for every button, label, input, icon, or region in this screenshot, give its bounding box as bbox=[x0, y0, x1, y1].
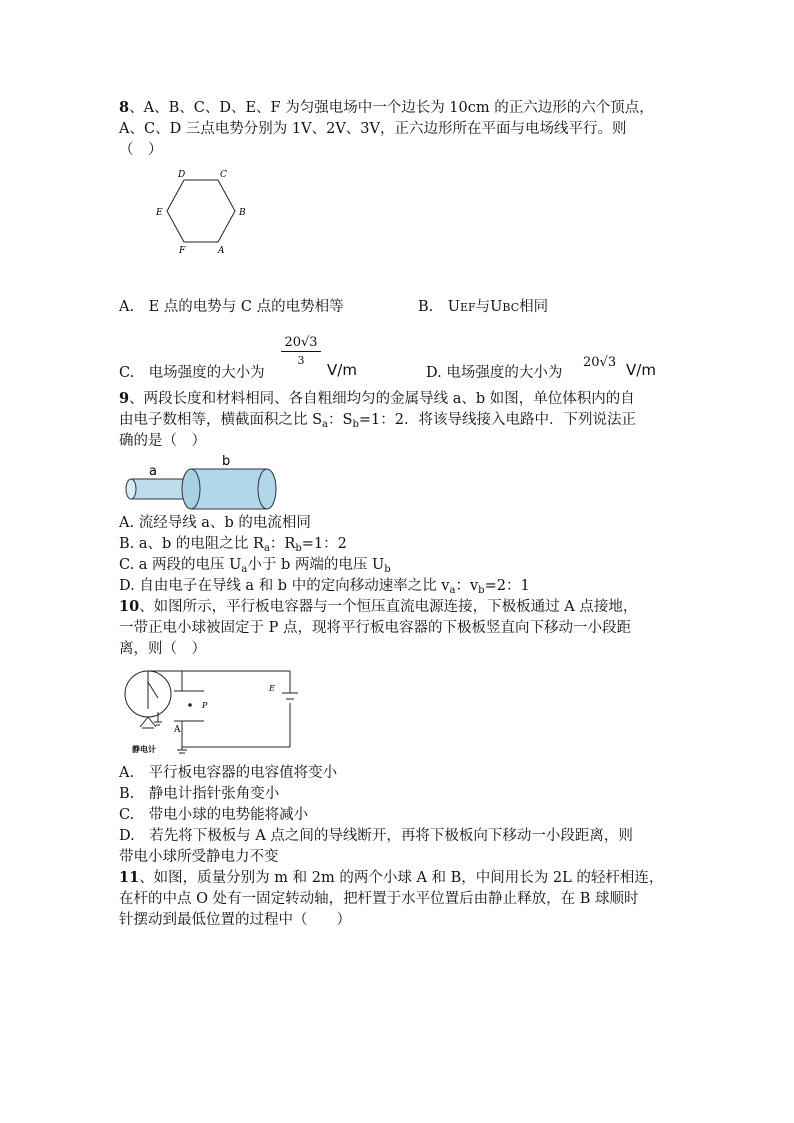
q8-option-d-unit: V/m bbox=[626, 361, 656, 379]
q8-option-a: A. E 点的电势与 C 点的电势相等 bbox=[119, 299, 344, 315]
q10-line-3: 离，则（ ） bbox=[119, 641, 206, 657]
q10-option-b: B. 静电计指针张角变小 bbox=[119, 786, 280, 802]
fraction-denominator: 3 bbox=[297, 354, 305, 367]
q8-option-c-fraction bbox=[281, 335, 321, 367]
q9-line-1: 9、两段长度和材料相同、各自粗细均匀的金属导线 a、b 如图，单位体积内的自 bbox=[119, 390, 635, 407]
hex-label-D: D bbox=[178, 170, 186, 180]
label-electrometer: 静电计 bbox=[132, 745, 156, 754]
q9-line-3: 确的是（ ） bbox=[119, 433, 206, 449]
q11-line-2: 在杆的中点 O 处有一固定转动轴，把杆置于水平位置后由静止释放，在 B 球顺时 bbox=[119, 891, 639, 907]
q10-line-1: 10、如图所示，平行板电容器与一个恒压直流电源连接，下极板通过 A 点接地， bbox=[119, 598, 638, 615]
label-P: P bbox=[202, 701, 208, 710]
q9-option-d: D. 自由电子在导线 a 和 b 中的定向移动速率之比 $v_a$：$v_b=2$：1 bbox=[119, 578, 530, 596]
q9-number: 9 bbox=[119, 390, 130, 407]
hex-label-A: A bbox=[218, 246, 225, 256]
q9-line-2: 由电子数相等，横截面积之比 $S_a$：$S_b=1$：2．将该导线接入电路中．下列说法正 bbox=[119, 412, 636, 430]
q8-line-1: 8、A、B、C、D、E、F 为匀强电场中一个边长为 10cm 的正六边形的六个顶点， bbox=[119, 99, 654, 116]
q10-option-d-line-1: D. 若先将下极板与 A 点之间的导线断开，再将下极板向下移动一小段距离，则 bbox=[119, 828, 633, 844]
hexagon-figure bbox=[150, 166, 260, 258]
q8-option-c-label: C. 电场强度的大小为 bbox=[119, 365, 265, 381]
q11-number: 11 bbox=[119, 869, 140, 886]
q9-option-a: A. 流经导线 a、b 的电流相同 bbox=[119, 515, 311, 531]
q11-line-1: 11、如图，质量分别为 m 和 2m 的两个小球 A 和 B，中间用长为 2L 的轻杆相连， bbox=[119, 869, 664, 886]
q8-line-3: （ ） bbox=[119, 142, 163, 158]
hex-label-E: E bbox=[156, 208, 163, 218]
hex-label-B: B bbox=[239, 208, 246, 218]
q11-line-3: 针摆动到最低位置的过程中（ ） bbox=[119, 912, 351, 928]
label-A: A bbox=[174, 725, 181, 735]
q8-option-c-unit: V/m bbox=[327, 361, 357, 379]
hex-label-F: F bbox=[179, 246, 186, 256]
q8-option-b: B. UEF与UBC相同 bbox=[418, 299, 549, 315]
q10-number: 10 bbox=[119, 598, 140, 615]
wire-label-b: b bbox=[222, 454, 231, 469]
q10-option-d-line-2: 带电小球所受静电力不变 bbox=[119, 849, 279, 865]
q8-option-d-label: D. 电场强度的大小为 bbox=[426, 365, 563, 381]
wire-label-a: a bbox=[149, 464, 157, 479]
wire-figure bbox=[119, 453, 279, 511]
capacitor-circuit-figure bbox=[118, 664, 308, 760]
hex-label-C: C bbox=[220, 170, 227, 180]
label-E: E bbox=[269, 684, 275, 693]
q10-line-2: 一带正电小球被固定于 P 点，现将平行板电容器的下极板竖直向下移动一小段距 bbox=[119, 620, 631, 636]
q8-number: 8 bbox=[119, 99, 130, 116]
q8-option-d-value: 20√3 bbox=[583, 355, 617, 370]
q9-option-c: C. a 两段的电压 $U_a$小于 b 两端的电压 $U_b$ bbox=[119, 557, 391, 575]
q10-option-a: A. 平行板电容器的电容值将变小 bbox=[119, 765, 338, 781]
q8-line-2: A、C、D 三点电势分别为 1V、2V、3V，正六边形所在平面与电场线平行。则 bbox=[119, 121, 627, 137]
fraction-numerator: 20√3 bbox=[281, 335, 321, 352]
q10-option-c: C. 带电小球的电势能将减小 bbox=[119, 807, 309, 823]
q9-option-b: B. a、b 的电阻之比 $R_a$：$R_b=1$：2 bbox=[119, 536, 347, 554]
